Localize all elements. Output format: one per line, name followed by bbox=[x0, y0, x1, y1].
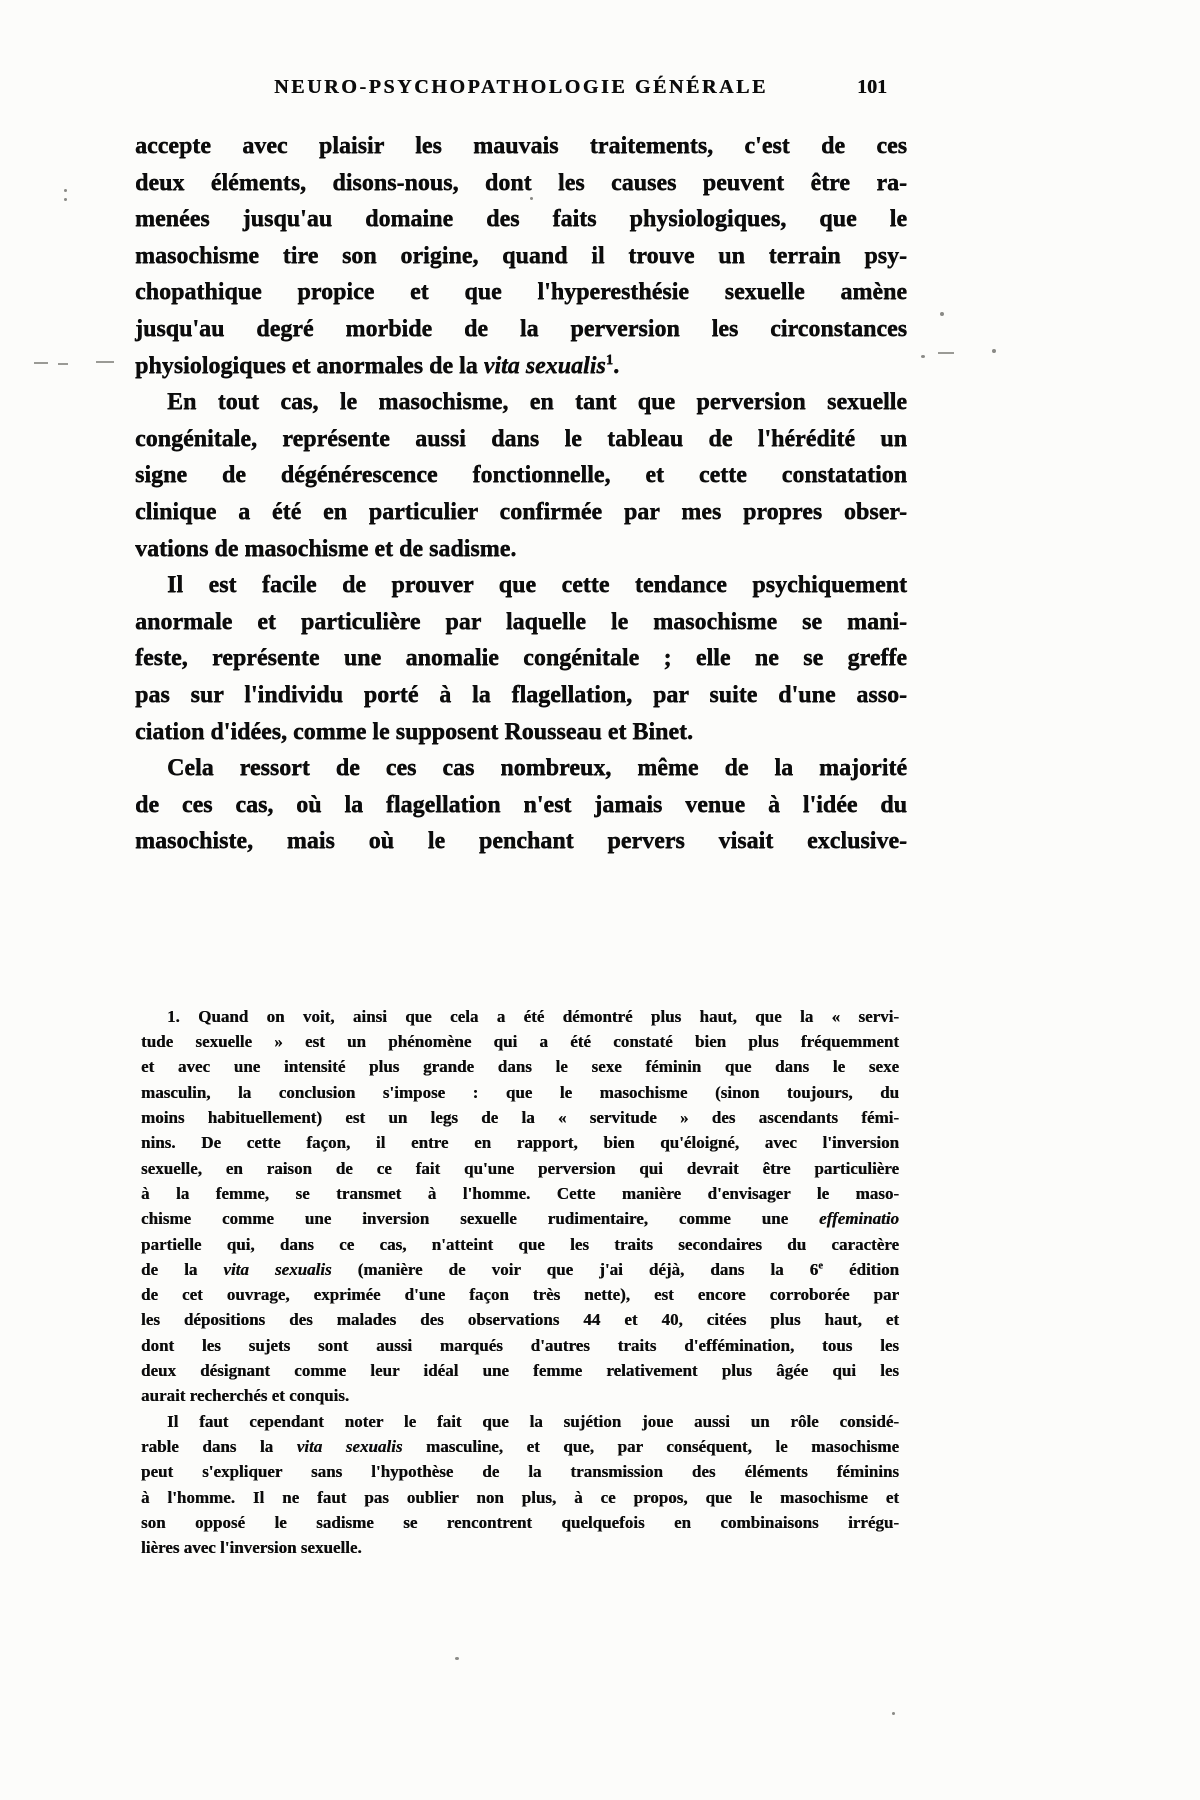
text-line: Il faut cependant noter le fait que la sujétion joue aussi un rôle considé- bbox=[167, 1411, 899, 1431]
text-line: chisme comme une inversion sexuelle rudimentaire, comme une effeminatio bbox=[141, 1209, 899, 1229]
scan-artifact bbox=[892, 1712, 895, 1715]
text-line: et avec une intensité plus grande dans le sexe féminin que dans le sexe bbox=[141, 1057, 899, 1077]
text-line: Il est facile de prouver que cette tendance psychiquement bbox=[167, 572, 907, 599]
scan-artifact bbox=[34, 362, 48, 364]
italic-text: vita sexualis bbox=[223, 1259, 332, 1279]
scan-artifact bbox=[58, 363, 68, 365]
paragraph bbox=[135, 750, 907, 860]
scan-artifact bbox=[992, 349, 996, 353]
text-line: sexuelle, en raison de ce fait qu'une perversion qui devrait être particulière bbox=[141, 1158, 899, 1178]
text-line: masculin, la conclusion s'impose : que le masochisme (sinon toujours, du bbox=[141, 1082, 899, 1102]
page-header bbox=[135, 76, 907, 110]
paragraph bbox=[141, 1409, 899, 1561]
italic-text: vita sexualis bbox=[483, 352, 606, 379]
scan-artifact bbox=[96, 361, 114, 363]
superscript-ref: e bbox=[818, 1260, 823, 1272]
text-line: partielle qui, dans ce cas, n'atteint que les traits secondaires du caractère bbox=[141, 1234, 899, 1254]
scan-artifact bbox=[938, 352, 954, 354]
text-line: masochiste, mais où le penchant pervers visait exclusive- bbox=[135, 828, 907, 855]
footnote-block bbox=[141, 1004, 899, 1561]
text-line: chopathique propice et que l'hyperesthésie sexuelle amène bbox=[135, 279, 907, 306]
scan-artifact bbox=[64, 189, 67, 192]
text-line: congénitale, représente aussi dans le tableau de l'hérédité un bbox=[135, 425, 907, 452]
text-line: tude sexuelle » est un phénomène qui a été constaté bien plus fréquemment bbox=[141, 1032, 899, 1052]
paragraph bbox=[141, 1004, 899, 1409]
italic-text: vita sexualis bbox=[296, 1436, 403, 1456]
running-title: NEURO-PSYCHOPATHOLOGIE GÉNÉRALE bbox=[274, 76, 768, 98]
text-line: physiologiques et anormales de la vita sexualis$^1$. bbox=[135, 351, 620, 379]
scan-artifact bbox=[530, 197, 533, 200]
text-line: dont les sujets sont aussi marqués d'autres traits d'effémination, tous les bbox=[141, 1335, 899, 1355]
text-line: signe de dégénérescence fonctionnelle, et cette constatation bbox=[135, 462, 907, 489]
text-line: Cela ressort de ces cas nombreux, même de la majorité bbox=[167, 755, 907, 782]
scan-artifact bbox=[455, 1657, 459, 1660]
text-line: de la vita sexualis (manière de voir que j'ai déjà, dans la 6e édition bbox=[141, 1259, 900, 1279]
text-line: menées jusqu'au domaine des faits physiologiques, que le bbox=[135, 206, 907, 233]
italic-text: effeminatio bbox=[819, 1209, 899, 1229]
paragraph bbox=[135, 384, 907, 567]
text-line: 1. Quand on voit, ainsi que cela a été démontré plus haut, que la « servi- bbox=[167, 1006, 899, 1026]
paragraph bbox=[135, 128, 907, 384]
text-line: à l'homme. Il ne faut pas oublier non plus, à ce propos, que le masochisme et bbox=[141, 1487, 899, 1507]
text-line: anormale et particulière par laquelle le masochisme se mani- bbox=[135, 608, 907, 635]
text-line: son opposé le sadisme se rencontrent quelquefois en combinaisons irrégu- bbox=[141, 1512, 899, 1532]
paragraph bbox=[135, 567, 907, 750]
text-line: aurait recherchés et conquis. bbox=[141, 1386, 350, 1406]
text-line: rable dans la vita sexualis masculine, et que, par conséquent, le masochisme bbox=[141, 1436, 899, 1456]
text-line: deux désignant comme leur idéal une femme relativement plus âgée qui les bbox=[141, 1361, 899, 1381]
text-line: jusqu'au degré morbide de la perversion les circonstances bbox=[135, 315, 907, 342]
text-line: masochisme tire son origine, quand il trouve un terrain psy- bbox=[135, 242, 907, 269]
scan-artifact bbox=[921, 355, 925, 358]
text-line: de ces cas, où la flagellation n'est jamais venue à l'idée du bbox=[135, 791, 907, 818]
text-column bbox=[135, 76, 907, 1560]
text-line: les dépositions des malades des observations 44 et 40, citées plus haut, et bbox=[141, 1310, 899, 1330]
scan-artifact bbox=[940, 312, 944, 316]
text-line: En tout cas, le masochisme, en tant que perversion sexuelle bbox=[167, 389, 907, 416]
scan-artifact bbox=[64, 198, 67, 201]
body-text-block bbox=[135, 128, 907, 860]
text-line: peut s'expliquer sans l'hypothèse de la transmission des éléments féminins bbox=[141, 1462, 899, 1482]
text-line: ciation d'idées, comme le supposent Rousseau et Binet. bbox=[135, 718, 693, 745]
text-line: de cet ouvrage, exprimée d'une façon très nette), est encore corroborée par bbox=[141, 1285, 899, 1305]
superscript-ref: 1 bbox=[605, 351, 614, 368]
text-line: moins habituellement) est un legs de la « servitude » des ascendants fémi- bbox=[141, 1108, 899, 1128]
text-line: feste, représente une anomalie congénitale ; elle ne se greffe bbox=[135, 645, 907, 672]
text-line: vations de masochisme et de sadisme. bbox=[135, 535, 517, 562]
text-line: à la femme, se transmet à l'homme. Cette manière d'envisager le maso- bbox=[141, 1183, 899, 1203]
text-line: pas sur l'individu porté à la flagellation, par suite d'une asso- bbox=[135, 681, 907, 708]
text-line: deux éléments, disons-nous, dont les causes peuvent être ra- bbox=[135, 169, 907, 196]
page-number: 101 bbox=[857, 76, 887, 98]
text-line: nins. De cette façon, il entre en rapport, bien qu'éloigné, avec l'inversion bbox=[141, 1133, 899, 1153]
text-line: accepte avec plaisir les mauvais traitements, c'est de ces bbox=[135, 133, 907, 159]
text-line: clinique a été en particulier confirmée par mes propres obser- bbox=[135, 498, 907, 525]
text-line: lières avec l'inversion sexuelle. bbox=[141, 1538, 362, 1558]
